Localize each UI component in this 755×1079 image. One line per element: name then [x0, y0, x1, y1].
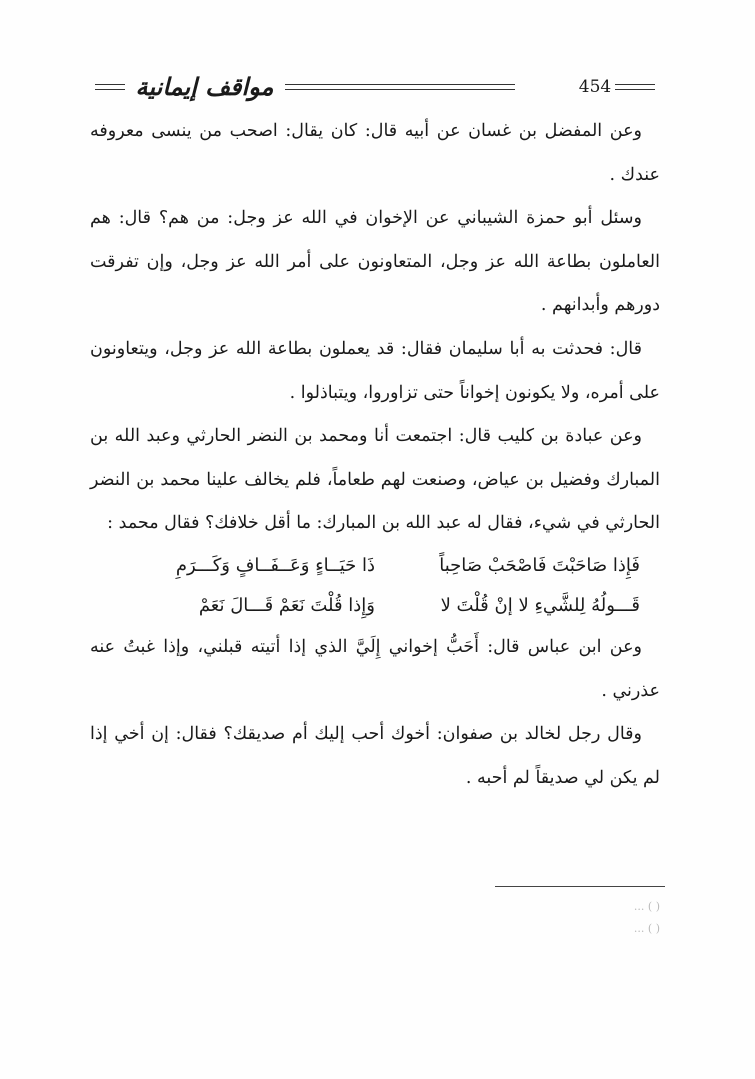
- paragraph: وسئل أبو حمزة الشيباني عن الإخوان في الله عز وجل: من هم؟ قال: هم العاملون بطاعة الله عز وجل، المتعاونون على أمر الله عز وجل، وإن تفرقت دورهم وأبدانهم .: [90, 208, 660, 316]
- header-rule-middle: [285, 84, 515, 90]
- main-text: [90, 110, 660, 800]
- page-header: [95, 72, 655, 102]
- footnotes: [90, 896, 660, 940]
- poem-verse: [90, 586, 660, 626]
- verse-first-hemistich: قَـــولُهُ لِلشَّيءِ لا إنْ قُلْتَ لا: [440, 594, 640, 616]
- poem-verse: [90, 546, 660, 586]
- paragraph: وعن المفضل بن غسان عن أبيه قال: كان يقال: اصحب من ينسى معروفه عندك .: [90, 121, 660, 185]
- paragraph: وقال رجل لخالد بن صفوان: أخوك أحب إليك أم صديقك؟ فقال: إن أخي إذا لم يكن لي صديقاً لم أحبه .: [90, 724, 660, 788]
- verse-second-hemistich: ذَا حَيَــاءٍ وَعَــفَــافٍ وَكَـــرَمِ: [175, 554, 375, 576]
- header-rule-right: [615, 84, 655, 90]
- footnote: ( ) ...: [633, 900, 660, 913]
- running-title: مواقف إيمانية: [135, 72, 274, 101]
- page-number: 454: [578, 77, 612, 97]
- paragraph: وعن ابن عباس قال: أَحَبُّ إخواني إِلَيَّ الذي إذا أتيته قبلني، وإذا غبتُ عنه عذرني .: [90, 636, 660, 701]
- footnote: ( ) ...: [633, 922, 660, 935]
- header-rule-left: [95, 84, 125, 90]
- verse-first-hemistich: فَإِذا صَاحَبْتَ فَاصْحَبْ صَاحِباً: [439, 554, 640, 576]
- footnote-separator: [495, 886, 665, 887]
- paragraph: قال: فحدثت به أبا سليمان فقال: قد يعملون بطاعة الله عز وجل، ويتعاونون على أمره، ولا يكونون إخواناً حتى تزاوروا، ويتباذلوا .: [90, 338, 660, 403]
- verse-second-hemistich: وَإِذا قُلْتَ نَعَمْ قَـــالَ نَعَمْ: [198, 594, 375, 616]
- paragraph: وعن عبادة بن كليب قال: اجتمعت أنا ومحمد بن النضر الحارثي وعبد الله بن المبارك وفضيل بن عياض، وصنعت لهم طعاماً، فلم يخالف علينا محمد بن النضر الحارثي في شيء، فقال له عبد الله بن المبارك: ما أقل خلافك؟ فقال محمد :: [90, 426, 660, 534]
